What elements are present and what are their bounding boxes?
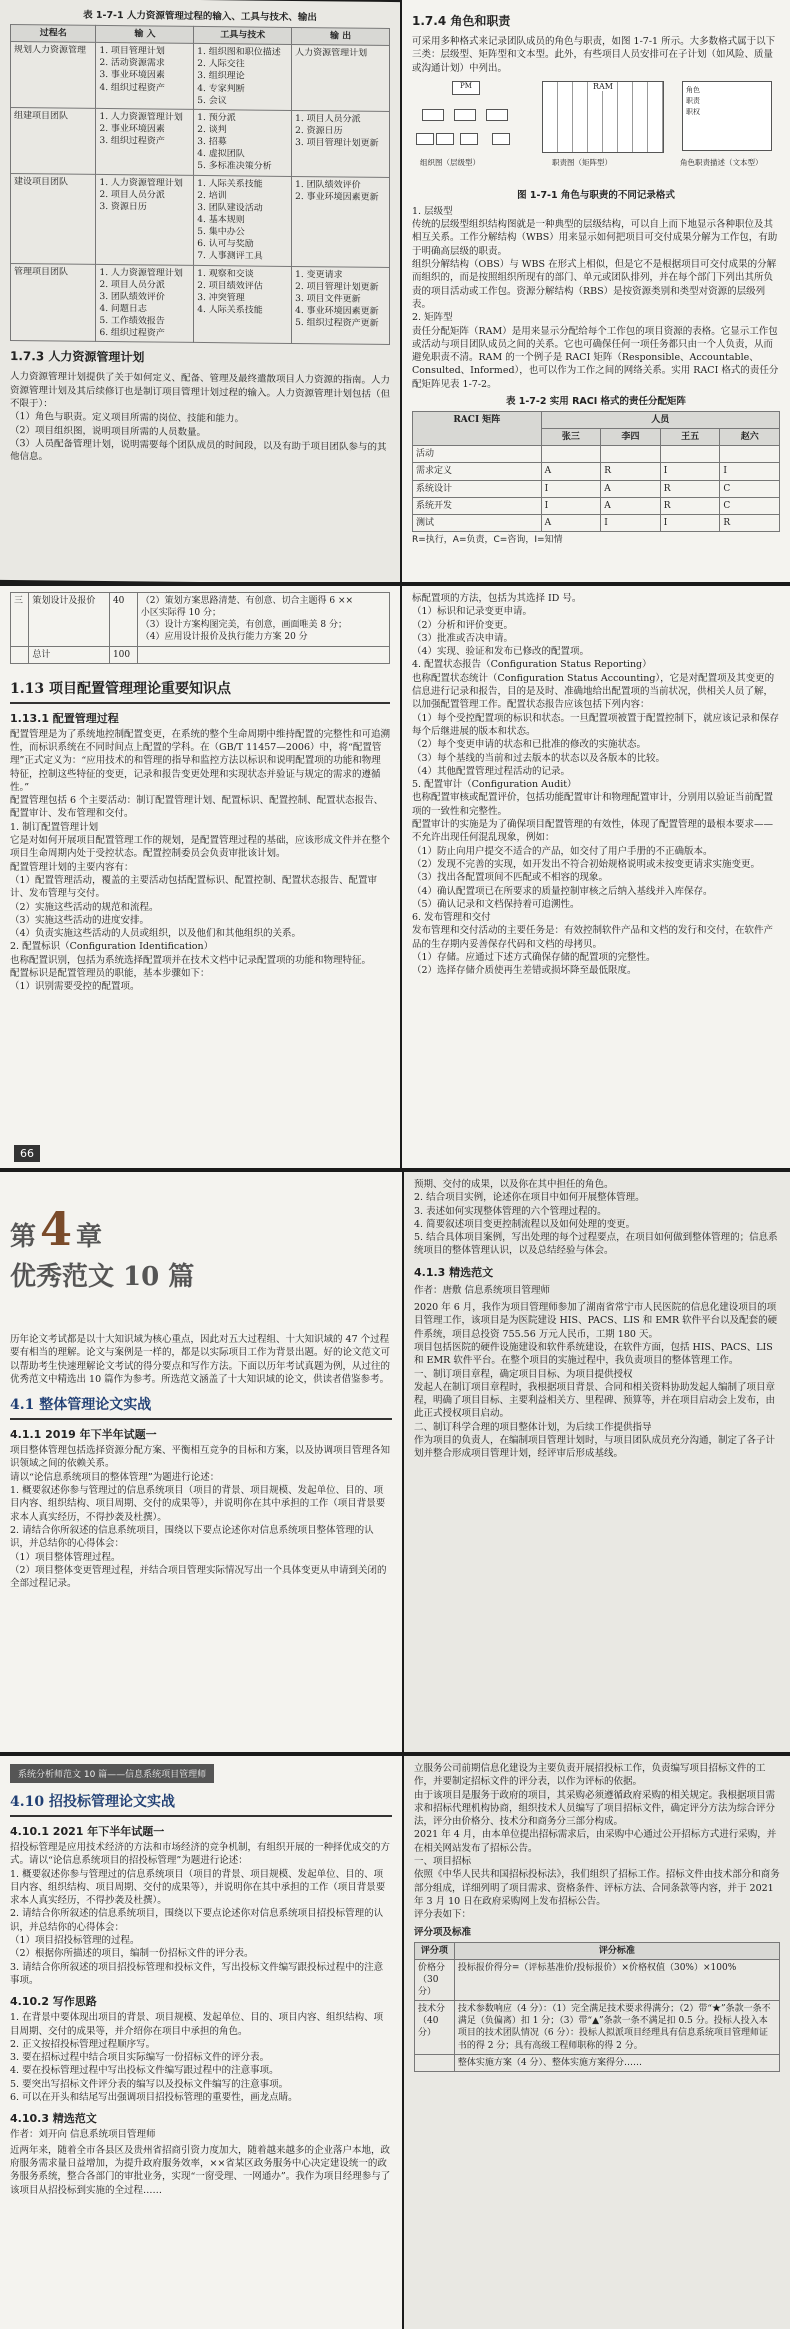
- paragraph: 3. 要在招标过程中结合项目实际编写一份招标文件的评分表。: [10, 2052, 270, 2064]
- running-header: 系统分析师范文 10 篇——信息系统项目管理师: [10, 1764, 214, 1783]
- org-box: [422, 109, 444, 121]
- paragraph-group: [10, 1841, 392, 1987]
- raci-value-cell: [660, 446, 720, 463]
- cell-line: 1. 观察和交谈: [197, 268, 254, 280]
- heading-rule: [10, 702, 390, 704]
- raci-row: [413, 480, 780, 497]
- paragraph: 1. 在背景中要体现出项目的背景、项目规模、发起单位、目的、项目内容、组织结构、项目周期、交付的成果等，并介绍你在项目中承担的角色。: [10, 2012, 384, 2037]
- cell-line: 2. 活动资源需求: [99, 58, 165, 69]
- right-page: [402, 0, 790, 582]
- score-header-cell: 评分项: [415, 1942, 455, 1959]
- paragraph: 2. 请结合你所叙述的信息系统项目，围绕以下要点论述你对信息系统项目招投标管理的认识，并总结你的心得体会：: [10, 1908, 384, 1933]
- paragraph: 预期、交付的成果，以及你在其中担任的角色。: [414, 1179, 614, 1190]
- intro-paragraph: 可采用多种格式来记录团队成员的角色与职责，如图 1-7-1 所示。大多数格式属于以下三类：层级型、矩阵型和文本型。此外，有些项目人员安排可在子计划（如风险、质量或沟通计划）中列出。: [412, 36, 776, 74]
- paragraph: 它是对如何开展项目配置管理工作的规划，是配置管理过程的基础，应该形成文件并在整个项目生命周期内处于受控状态。配置控制委员会负责审批该计划。: [10, 835, 391, 860]
- paragraph: （3）每个基线的当前和过去版本的状态以及各版本的比较。: [412, 752, 666, 764]
- hr-process-table: [10, 24, 390, 345]
- author-line: 作者：刘开向 信息系统项目管理师: [10, 2129, 156, 2141]
- ram-matrix: [542, 81, 664, 153]
- cell-line: 2. 事业环境因素: [99, 123, 165, 135]
- tools-cell: [194, 109, 292, 176]
- paragraph: 由于该项目是服务于政府的项目，其采购必须遵循政府采购的相关规定。我根据项目需求和招标代理机构协商，组织技术人员编写了项目招标文件，确定评分方法为综合评分法，评分由价格分、技术分和商务分三部分构成。: [414, 1789, 776, 1828]
- paragraph: 发布管理和交付活动的主要任务是：有效控制软件产品和文档的发行和交付，在软件产品的生存期内妥善保存代码和文档的母拷贝。: [412, 925, 774, 950]
- raci-activity-cell: 系统开发: [413, 497, 542, 514]
- paragraph: 1. 概要叙述你参与管理过的信息系统项目（项目的背景、项目规模、发起单位、目的、项目内容、组织结构、项目周期、交付的成果等），并说明你在其中承担的工作（项目背景要求本人真实经历，不得抄袭及杜撰）。: [10, 1868, 386, 1907]
- photo-page-spread-1: [0, 0, 790, 582]
- score-table-title: 评分项及标准: [414, 1926, 472, 1938]
- paragraph: （1）项目招投标管理的过程。: [10, 1935, 140, 1947]
- cell-line: 1. 团队绩效评价: [295, 179, 361, 191]
- chapter-prefix: 第: [10, 1222, 37, 1252]
- table-header-cell: 输 入: [96, 25, 194, 43]
- cell-line: 1. 变更请求: [295, 269, 343, 281]
- paragraph-group: [10, 728, 390, 994]
- paragraph: 作为项目的负责人，在编制项目管理计划时，与项目团队成员充分沟通，制定了各子计划并整合形成项目管理计划，经评审后形成基线。: [414, 1435, 776, 1460]
- left-page: [0, 0, 400, 582]
- raci-value-cell: I: [541, 497, 601, 514]
- score-item-cell: 技术分（40 分）: [415, 2001, 455, 2055]
- raci-value-cell: A: [601, 480, 661, 497]
- cell-line: 1. 项目管理计划: [99, 46, 165, 57]
- photo-page-spread-2: [0, 586, 790, 1168]
- card-duty: 职责: [686, 97, 700, 106]
- paragraph: 立服务公司前期信息化建设为主要负责开展招投标工作，负责编写项目招标文件的工作，并要制定招标文件的评分表，以作为评标的依据。: [414, 1763, 766, 1788]
- card-authority: 职权: [686, 108, 700, 117]
- score-rule-cell: 投标报价得分=（评标基准价/投标报价）×价格权值（30%）×100%: [454, 1959, 779, 2000]
- left-page: [0, 1172, 402, 1752]
- paragraph: 5. 要突出写招标文件评分表的编写以及投标文件编写的注意事项。: [10, 2078, 289, 2090]
- paragraph: 依照《中华人民共和国招标投标法》，我们组织了招标工作。招标文件由技术部分和商务部分组成，详细列明了项目需求、资格条件、评标方法、合同条款等内容，并于 2021 年 3 月 10 日在政府采购网上发布招标公告。: [414, 1869, 780, 1907]
- paragraph: （1）配置管理活动，覆盖的主要活动包括配置标识、配置控制、配置状态报告、配置审计、发布管理与交付。: [10, 874, 378, 900]
- paragraph: （2）发现不完善的实现，如开发出不符合初始规格说明或未按变更请求实施变更。: [412, 858, 761, 870]
- cell-line: 6. 认可与奖励: [197, 239, 254, 250]
- raci-value-cell: R: [660, 480, 720, 497]
- chart-label-hier: 组织图（层级型）: [420, 157, 480, 167]
- paragraph: （1）标识和记录变更申请。: [412, 606, 533, 618]
- outputs-cell: [292, 45, 390, 112]
- score-header-cell: 评分标准: [454, 1942, 779, 1959]
- raci-value-cell: I: [720, 463, 780, 480]
- paragraph: 人力资源管理计划提供了关于如何定义、配备、管理及最终遣散项目人力资源的指南。人力资源管理计划及其后续修订也是制订项目管理计划过程的输入。人力资源管理计划包括（但不限于）：: [10, 371, 391, 410]
- paragraph: （2）分析和评价变更。: [412, 619, 514, 631]
- score-row: [415, 1959, 780, 2000]
- outputs-cell: [292, 176, 390, 267]
- cell-line: 3. 招募: [197, 137, 227, 148]
- cell-line: 3. 事业环境因素: [99, 70, 165, 82]
- cell-line: 3. 团队绩效评价: [99, 291, 165, 303]
- cell-line: 人力资源管理计划: [295, 48, 368, 59]
- process-name-cell: 建设项目团队: [11, 173, 96, 264]
- paragraph: 也称配置状态统计（Configuration Status Accounting），它是对配置项及其变更的信息进行记录和报告，目的是及时、准确地给出配置项的当前状况，供相关人员了解，以加强配置管理工作。配置状态报告应该包括下列内容：: [412, 672, 775, 711]
- subsection-heading: 4.1.3 精选范文: [414, 1265, 494, 1279]
- paragraph: （2）根据你所描述的项目，编制一份招标文件的评分表。: [10, 1948, 254, 1960]
- chapter-title: 优秀范文 10 篇: [10, 1262, 195, 1292]
- paragraph: 配置管理是为了系统地控制配置变更，在系统的整个生命周期中维持配置的完整性和可追溯性，而标识系统在不同时间点上配置的学科。在（GB/T 11457—2006）中，将“配置管理”正式定义为：“应用技术的和管理的指导和监控方法以标识和说明配置项的功能和物理特征，控制这些特征的变更，记录和报告变更处理和实现状态并验证与规定的需求的遵循性。”: [10, 728, 391, 793]
- roles-figure: [412, 75, 780, 185]
- raci-row: [413, 497, 780, 514]
- cell-line: 1. 组织图和职位描述: [197, 47, 281, 58]
- paragraph: 2021 年 4 月，由本单位提出招标需求后，由采购中心通过公开招标方式进行采购，并在相关网站发布了招标公告。: [414, 1829, 777, 1854]
- org-box: [486, 109, 508, 121]
- cell-line: 5. 工作绩效报告: [99, 316, 165, 327]
- chapter-number: 4: [40, 1202, 73, 1256]
- paragraph-group: [412, 592, 780, 978]
- paragraph: 2. 矩阵型: [412, 312, 453, 324]
- score-item-cell: 价格分（30 分）: [415, 1959, 455, 2000]
- org-box: [416, 133, 434, 145]
- heading-rule: [10, 1418, 392, 1420]
- paragraph: 一、项目招标: [414, 1856, 472, 1868]
- cell-line: （2）策划方案思路清楚、有创意、切合主题得 6 ××: [140, 596, 354, 606]
- paragraph: （4）确认配置项已在所要求的质量控制审核之后纳入基线并入库保存。: [412, 885, 713, 897]
- paragraph-group: [414, 1301, 780, 1461]
- raci-value-cell: [720, 446, 780, 463]
- score-row: [415, 2001, 780, 2055]
- chart-label-matrix: 职责图（矩阵型）: [552, 157, 612, 167]
- paragraph: 一、制订项目章程，确定项目目标、为项目提供授权: [414, 1368, 633, 1380]
- paragraph: 配置标识是配置管理员的职能，基本步骤如下：: [10, 968, 210, 980]
- score-table-fragment: [10, 592, 390, 664]
- cell-line: 4. 虚拟团队: [197, 149, 245, 160]
- cell-line: 3. 团队建设活动: [197, 202, 263, 214]
- raci-corner: RACI 矩阵: [413, 412, 542, 446]
- paragraph: 也称配置识别，包括为系统选择配置项并在技术文档中记录配置项的功能和物理特征。: [10, 954, 372, 966]
- raci-row: [413, 446, 780, 463]
- cell-line: 2. 事业环境因素更新: [295, 191, 379, 203]
- tools-cell: [194, 44, 292, 111]
- process-name-cell: 组建项目团队: [11, 107, 96, 174]
- paragraph: 2. 配置标识（Configuration Identification）: [10, 941, 214, 953]
- inputs-cell: [96, 174, 194, 265]
- paragraph: 发起人在制订项目章程时，我根据项目背景、合同和相关资料协助发起人编制了项目章程，明确了项目目标、主要利益相关方、里程碑、预算等，并在项目启动会上发布，由此正式授权项目启动。: [414, 1381, 776, 1420]
- outputs-cell: [292, 266, 390, 345]
- score-rule-cell: 技术参数响应（4 分）：（1）完全满足技术要求得满分；（2）带“★”条款一条不满足（负偏离）扣 1 分；（3）带“▲”条款一条不满足扣 0.5 分。投标人投入本项目的技术团队情况（6 分）：投标人拟派项目经理具有信息系统项目管理师证书的得 2 分；具有高级工程师职称的得 2 分。: [454, 2001, 779, 2055]
- table-header-cell: 工具与技术: [194, 26, 292, 44]
- text-card: [682, 81, 772, 151]
- paragraph: 1. 层级型: [412, 205, 453, 217]
- paragraph: （3）人员配备管理计划，说明需要每个团队成员的时间段，以及有助于项目团队参与的其他信息。: [10, 437, 387, 463]
- right-page: [404, 1172, 790, 1752]
- cell-line: 5. 集中办公: [197, 227, 245, 238]
- table-row: [11, 263, 390, 345]
- cell-line: 2. 项目人员分派: [99, 279, 165, 291]
- paragraph: 请以“论信息系统项目的整体管理”为题进行论述：: [10, 1471, 220, 1483]
- chapter-intro: 历年论文考试都是以十大知识域为核心重点，因此对五大过程组、十大知识域的 47 个过程要有相当的理解。论文与案例是一样的，都是以实际项目工作为背景出题。好的论文范文可以帮助考生快速理解论文考试的得分要点和写作方法。下面以历年考试真题为例，从过往的优秀范文中精选出 10 篇作为参考。所选范文涵盖了十大知识域的论文，供读者借鉴参考。: [10, 1334, 391, 1385]
- score-cell: 40: [109, 593, 137, 647]
- paragraph: （2）选择存储介质使再生差错或损坏降至最低限度。: [412, 965, 637, 977]
- cell-line: 2. 项目人员分派: [99, 189, 165, 201]
- item-cell: 总计: [29, 646, 110, 663]
- raci-value-cell: I: [660, 463, 720, 480]
- paragraph: 招投标管理是应用技术经济的方法和市场经济的竞争机制，有组织开展的一种择优成交的方式。请以“论信息系统项目的招投标管理”为题进行论述：: [10, 1842, 391, 1867]
- right-page: [402, 586, 790, 1168]
- paragraph: 2. 请结合你所叙述的信息系统项目，围绕以下要点论述你对信息系统项目整体管理的认识，并总结你的心得体会：: [10, 1524, 374, 1550]
- paragraph: 配置管理计划的主要内容有：: [10, 861, 134, 873]
- section-heading: 1.7.4 角色和职责: [412, 14, 511, 28]
- paragraph-group: [10, 370, 390, 467]
- tools-cell: [194, 175, 292, 266]
- cell-line: 1. 人力资源管理计划: [99, 177, 183, 189]
- cell-line: 4. 问题日志: [99, 303, 147, 315]
- process-name-cell: 规划人力资源管理: [11, 42, 96, 109]
- paragraph: 责任分配矩阵（RAM）是用来显示分配给每个工作包的项目资源的表格。它显示工作包或活动与项目团队成员之间的关系。它也可确保任何一项任务都只由一个人负责，从而避免职责不清。RAM 的一个例子是 RACI 矩阵（Responsible、Accountable、Consulted、Informed），也可以作为工作之间的网络关系。实用 RACI 格式的责任分配矩阵见表 1-7-2。: [412, 325, 779, 390]
- chapter-heading: [10, 1202, 392, 1256]
- ram-label: RAM: [593, 81, 613, 91]
- page-number: 66: [14, 1145, 40, 1162]
- raci-note: R=执行，A=负责，C=咨询，I=知情: [412, 535, 563, 546]
- raci-value-cell: A: [541, 463, 601, 480]
- paragraph: 传统的层级型组织结构图就是一种典型的层级结构，可以自上而下地显示各种职位及其相互关系。工作分解结构（WBS）用来显示如何把项目可交付成果分解为工作包，有助于明确高层级的职责。: [412, 219, 778, 257]
- raci-value-cell: I: [601, 514, 661, 531]
- paragraph: 1. 概要叙述你参与管理过的信息系统项目（项目的背景、项目规模、发起单位、目的、项目内容、组织结构、项目周期、交付的成果等），并说明你在其中承担的工作（项目背景要求本人真实经历，不得抄袭及杜撰）。: [10, 1485, 386, 1523]
- raci-value-cell: C: [720, 497, 780, 514]
- cell-line: 4. 专家判断: [197, 83, 245, 95]
- tools-cell: [194, 265, 292, 344]
- left-page: [0, 1756, 402, 2329]
- paragraph: （1）防止向用户提交不适合的产品，如交付了用户手册的不正确版本。: [412, 845, 713, 857]
- paragraph: （2）实施这些活动的规范和流程。: [10, 901, 159, 913]
- raci-person-header: 王五: [660, 429, 720, 446]
- paragraph: （4）实现、验证和发布已修改的配置项。: [412, 646, 590, 658]
- table-row: [11, 42, 390, 112]
- paragraph-group: [10, 1444, 392, 1590]
- paragraph: （4）负责实施这些活动的人员或组织，以及他们和其他组织的关系。: [10, 928, 302, 940]
- paragraph: 1. 制订配置管理计划: [10, 821, 99, 833]
- cell-line: 3. 项目管理计划更新: [295, 138, 379, 149]
- inputs-cell: [96, 43, 194, 110]
- cell-line: 2. 培训: [197, 190, 227, 201]
- paragraph: （5）确认记录和文档保持着可追溯性。: [412, 898, 580, 910]
- raci-activity-cell: 测试: [413, 514, 542, 531]
- table-row: [11, 646, 390, 663]
- cell-line: 3. 组织过程资产: [99, 136, 165, 147]
- paragraph: 5. 结合具体项目案例，写出处理的每个过程要点，在项目如何做到整体管理的；信息系统项目的整体管理认识，以及总结经验与体会。: [414, 1232, 778, 1257]
- raci-activity-cell: 需求定义: [413, 463, 542, 480]
- org-box: [492, 133, 510, 145]
- cell-line: 3. 项目文件更新: [295, 293, 361, 305]
- raci-value-cell: [541, 446, 601, 463]
- cell-line: 2. 人际交往: [197, 59, 245, 70]
- raci-row: [413, 463, 780, 480]
- criteria-cell: [137, 593, 389, 647]
- cell-line: 1. 人力资源管理计划: [99, 111, 183, 123]
- cell-line: 4. 组织过程资产: [99, 82, 165, 94]
- paragraph: 6. 发布管理和交付: [412, 912, 491, 924]
- paragraph: （1）项目整体管理过程。: [10, 1551, 121, 1563]
- paragraph: （4）其他配置管理过程活动的记录。: [412, 765, 571, 777]
- cell-line: 2. 项目绩效评估: [197, 280, 263, 292]
- subsection-heading: 4.10.2 写作思路: [10, 1995, 97, 2009]
- chapter-section-heading: 1.13 项目配置管理理论重要知识点: [10, 680, 231, 697]
- raci-person-header: 张三: [541, 429, 601, 446]
- right-page: [404, 1756, 790, 2329]
- paragraph: 标配置项的方法，包括为其选择 ID 号。: [412, 593, 582, 604]
- cell-line: 2. 项目管理计划更新: [295, 281, 379, 293]
- paragraph-group: [412, 205, 780, 391]
- paragraph: （1）角色与职责。定义项目所需的岗位、技能和能力。: [10, 411, 245, 425]
- paragraph: （1）每个受控配置项的标识和状态。一旦配置项被置于配置控制下，就应该记录和保存每个后继进展的版本和状态。: [412, 712, 780, 737]
- paragraph: 4. 配置状态报告（Configuration Status Reporting）: [412, 659, 652, 671]
- chapter-suffix: 章: [76, 1222, 103, 1252]
- subsection-heading: 4.10.1 2021 年下半年试题一: [10, 1825, 165, 1838]
- table-header-cell: 过程名: [11, 25, 96, 43]
- paragraph-group: [10, 2011, 392, 2104]
- raci-person-header: 赵六: [720, 429, 780, 446]
- cell-line: 7. 人事测评工具: [197, 251, 263, 263]
- cell-line: 1. 预分派: [197, 112, 236, 124]
- paragraph: 5. 配置审计（Configuration Audit）: [412, 779, 577, 791]
- paragraph: 配置审计的实施是为了确保项目配置管理的有效性，体现了配置管理的最根本要求——不允许出现任何混乱现象，例如：: [412, 819, 774, 844]
- org-box: [454, 109, 476, 121]
- cell-line: 2. 资源日历: [295, 125, 343, 137]
- cell-line: 3. 冲突管理: [197, 292, 245, 304]
- criteria-cell: [137, 646, 389, 663]
- org-box: [460, 133, 478, 145]
- photo-page-spread-4: [0, 1756, 790, 2329]
- paragraph: （2）项目整体变更管理过程，并结合项目管理实际情况写出一个具体变更从申请到关闭的全部过程记录。: [10, 1564, 387, 1590]
- score-item-cell: [415, 2054, 455, 2071]
- cell-line: 4. 基本规则: [197, 214, 245, 226]
- left-page: [0, 586, 400, 1168]
- item-cell: 策划设计及报价: [29, 593, 110, 647]
- table-header-cell: 输 出: [292, 27, 390, 45]
- cell-line: 1. 人际关系技能: [197, 178, 263, 190]
- cell-line: 5. 多标准决策分析: [197, 161, 272, 173]
- cell-line: 4. 事业环境因素更新: [295, 305, 379, 317]
- raci-person-header: 李四: [601, 429, 661, 446]
- cell-line: 2. 谈判: [197, 124, 227, 136]
- cell-line: 5. 会议: [197, 95, 227, 106]
- chart-label-text: 角色职责描述（文本型）: [680, 157, 763, 167]
- score-rule-cell: 整体实施方案（4 分）、整体实施方案得分……: [454, 2054, 779, 2071]
- raci-value-cell: I: [660, 514, 720, 531]
- cell-line: 4. 人际关系技能: [197, 304, 263, 316]
- paragraph: 也称配置审核或配置评价，包括功能配置审计和物理配置审计，分别用以验证当前配置项的一致性和完整性。: [412, 792, 774, 817]
- raci-value-cell: [601, 446, 661, 463]
- table-title: 表 1-7-1 人力资源管理过程的输入、工具与技术、输出: [83, 9, 317, 24]
- cell-line: 3. 组织理论: [197, 71, 245, 82]
- paragraph: 项目包括医院的硬件设施建设和软件系统建设，在软件方面，包括 HIS、PACS、LIS 和 EMR 软件平台。在整个项目的实施过程中，我负责项目的整体管理工作。: [414, 1341, 773, 1367]
- cell-line: 6. 组织过程资产: [99, 328, 165, 339]
- paragraph-group: [414, 1762, 780, 1922]
- cell-line: 1. 人力资源管理计划: [99, 267, 183, 279]
- section-heading: 1.7.3 人力资源管理计划: [10, 349, 145, 365]
- cell-line: 5. 组织过程资产更新: [295, 318, 379, 329]
- row-number-cell: 三: [11, 593, 29, 647]
- paragraph: （3）找出各配置项间不匹配或不相容的现象。: [412, 872, 609, 884]
- paragraph: （2）项目组织图，说明项目所需的人员数量。: [10, 424, 207, 438]
- paragraph: （1）识别需要受控的配置项。: [10, 981, 140, 993]
- score-cell: 100: [109, 646, 137, 663]
- section-heading: 4.10 招投标管理论文实战: [10, 1794, 175, 1810]
- raci-value-cell: R: [660, 497, 720, 514]
- paragraph: 4. 简要叙述项目变更控制流程以及如何处理的变更。: [414, 1218, 636, 1230]
- cell-line: 3. 资源日历: [99, 201, 147, 213]
- raci-activity-cell: 系统设计: [413, 480, 542, 497]
- paragraph: 组织分解结构（OBS）与 WBS 在形式上相似，但是它不是根据项目可交付成果的分解而组织的，而是按照组织所现有的部门、单元或团队排列，并在每个部门下列出其所负责的项目活动或工作包。资源分解结构（RBS）是按资源类别和类型对资源的层级列表。: [412, 259, 777, 310]
- heading-rule: [10, 1815, 392, 1817]
- inputs-cell: [96, 264, 194, 343]
- outputs-cell: [292, 110, 390, 177]
- cell-line: （4）应用设计报价及执行能力方案 20 分: [140, 632, 308, 643]
- table-row: [11, 173, 390, 267]
- pm-label: PM: [460, 81, 472, 90]
- paragraph: （3）批准或否决申请。: [412, 632, 514, 644]
- photo-page-spread-3: [0, 1172, 790, 1752]
- process-name-cell: 管理项目团队: [11, 263, 96, 342]
- raci-value-cell: A: [601, 497, 661, 514]
- table-row: [11, 107, 390, 177]
- paragraph: 评分表如下：: [414, 1909, 472, 1921]
- raci-activity-cell: 活动: [413, 446, 542, 463]
- raci-value-cell: C: [720, 480, 780, 497]
- figure-caption: 图 1-7-1 角色与职责的不同记录格式: [517, 189, 675, 201]
- pm-box: [452, 81, 480, 95]
- score-table: [414, 1942, 780, 2072]
- paragraph: （3）实施这些活动的进度安排。: [10, 914, 150, 926]
- row-number-cell: [11, 646, 29, 663]
- raci-value-cell: I: [541, 480, 601, 497]
- raci-row: [413, 514, 780, 531]
- subsection-heading: 1.13.1 配置管理过程: [10, 711, 119, 725]
- score-row: [415, 2054, 780, 2071]
- raci-people-label: 人员: [541, 412, 779, 429]
- section-heading: 4.1 整体管理论文实战: [10, 1397, 152, 1414]
- paragraph-group: [414, 1178, 780, 1258]
- paragraph: （1）存储。应通过下述方式确保存储的配置项的完整性。: [412, 952, 656, 964]
- paragraph: 配置管理包括 6 个主要活动：制订配置管理计划、配置标识、配置控制、配置状态报告、配置审计、发布管理和交付。: [10, 795, 384, 820]
- paragraph: （2）每个变更申请的状态和已批准的修改的实施状态。: [412, 739, 647, 751]
- cell-line: （3）设计方案构图完美，有创意，画面唯美 8 分；: [140, 620, 347, 631]
- cell-line: 小区实际得 10 分；: [140, 608, 221, 619]
- paragraph: 2020 年 6 月，我作为项目管理师参加了湖南省常宁市人民医院的信息化建设项目的项目管理工作，该项目是为医院建设 HIS、PACS、LIS 和 EMR 软件平台以及配套的硬件系统，项目总投资 755.56 万元人民币，工期 180 天。: [414, 1302, 778, 1340]
- paragraph: 3. 请结合你所叙述的项目招投标管理和投标文件，写出投标文件编写跟投标过程中的注意事项。: [10, 1961, 384, 1986]
- paragraph: 2. 结合项目实例，论述你在项目中如何开展整体管理。: [414, 1192, 645, 1204]
- paragraph: 二、制订科学合理的项目整体计划，为后续工作提供指导: [414, 1421, 652, 1433]
- subsection-heading: 4.10.3 精选范文: [10, 2112, 97, 2126]
- raci-table: [412, 411, 780, 532]
- org-box: [436, 133, 454, 145]
- raci-value-cell: R: [720, 514, 780, 531]
- paragraph: 4. 要在投标管理过程中写出投标文件编写跟过程中的注意事项。: [10, 2065, 279, 2077]
- card-role: 角色: [686, 85, 700, 94]
- table-row: [11, 593, 390, 647]
- subsection-heading: 4.1.1 2019 年下半年试题一: [10, 1428, 157, 1442]
- paragraph: 3. 表述如何实现整体管理的六个管理过程的。: [414, 1205, 607, 1217]
- paragraph: 2. 正文按招投标管理过程顺序写。: [10, 2038, 156, 2050]
- paragraph: 项目整体管理包括选择资源分配方案、平衡相互竞争的目标和方案，以及协调项目管理各知识领域之间的依赖关系。: [10, 1445, 391, 1470]
- essay-paragraph: 近两年来，随着全市各县区及贵州省招商引资力度加大，随着越来越多的企业落户本地，政府服务需求量日益增加，为提升政府服务效率，××省某区政务服务中心决定建设统一的政务服务系统，整合各部门的审批业务，实现“一窗受理、一网通办”。我作为项目经理参与了该项目从招投标到实施的全过程……: [10, 2144, 391, 2196]
- author-line: 作者：唐敷 信息系统项目管理师: [414, 1284, 551, 1296]
- cell-line: 1. 项目人员分派: [295, 113, 361, 125]
- raci-value-cell: A: [541, 514, 601, 531]
- inputs-cell: [96, 108, 194, 175]
- raci-title: 表 1-7-2 实用 RACI 格式的责任分配矩阵: [505, 396, 687, 408]
- paragraph: 6. 可以在开头和结尾写出强调项目招投标管理的重要性，画龙点睛。: [10, 2092, 298, 2104]
- raci-value-cell: R: [601, 463, 661, 480]
